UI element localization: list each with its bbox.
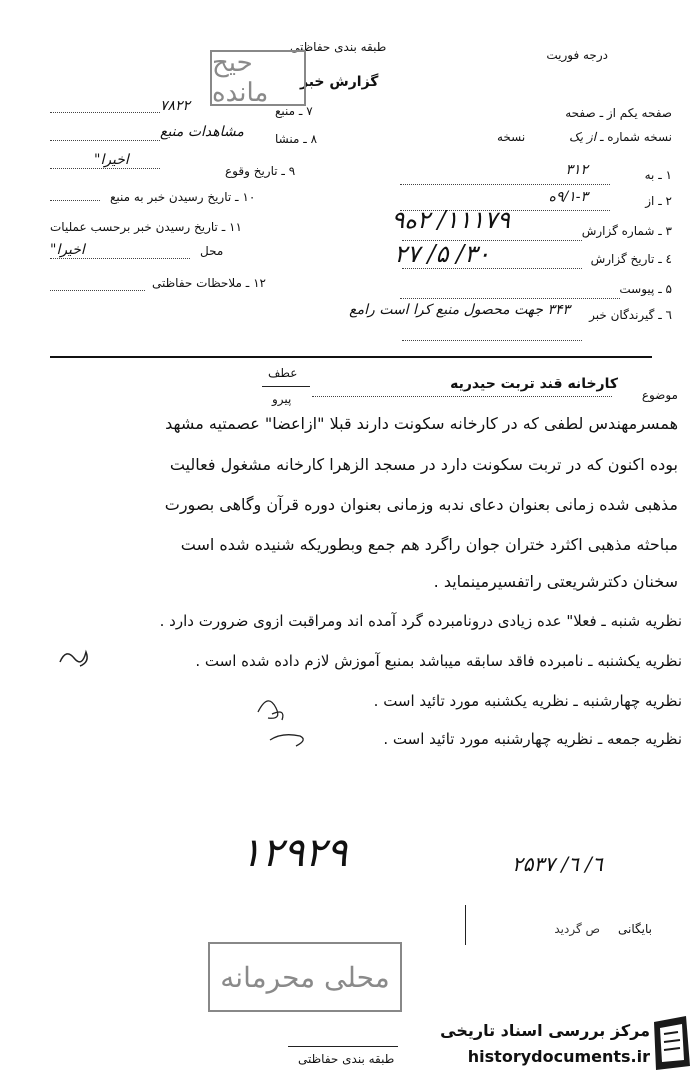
signatures: [0, 640, 700, 760]
archive-value: ص گردید: [554, 922, 600, 936]
dotted-line: [402, 340, 582, 341]
field-from-value: ۹/۱-۳ه: [548, 189, 588, 205]
history-documents-logo-icon: [646, 1012, 694, 1074]
dotted-line: [50, 258, 190, 259]
watermark-fa: مرکز بررسی اسناد تاریخی: [440, 1021, 650, 1040]
field-to: ۱ ـ به: [644, 168, 672, 182]
origin-value: مشاهدات منبع: [160, 124, 244, 140]
section-divider: [50, 356, 652, 358]
field-from: ۲ ـ از: [645, 194, 672, 208]
field-report-number: ۳ ـ شماره گزارش: [581, 224, 672, 238]
archive-label: بایگانی: [618, 922, 652, 936]
field-arrival-by-ops: ۱۱ ـ تاریخ رسیدن خبر برحسب عملیات: [50, 220, 242, 234]
watermark-en: historydocuments.ir: [467, 1047, 650, 1066]
dotted-line: [50, 140, 160, 141]
opinion-line: نظریه جمعه ـ نظریه چهارشنبه مورد تائید است .: [383, 730, 682, 748]
field-security-notes: ۱۲ ـ ملاحظات حفاظتی: [152, 276, 266, 290]
date-stamp: ۲۵۳۷ /٦/ ٦: [512, 852, 603, 876]
classification-bottom-rule: [288, 1046, 398, 1047]
signature-mark: [60, 652, 87, 666]
handwritten-number: ۱۲۹۲۹: [240, 830, 348, 876]
subject-label: موضوع: [641, 388, 678, 402]
recipients-value: ۳۴۳ جهت محصول منبع کرا است رامع: [349, 302, 570, 318]
classification-top: طبقه بندی حفاظتی: [290, 40, 387, 54]
field-source: ۷ ـ منبع: [275, 104, 313, 118]
signature-mark: [270, 735, 303, 746]
copy-number-label: نسخه شماره ـ از یک نسخه: [496, 130, 672, 144]
body-line: مباحثه مذهبی اکثرد ختران جوان راگرد هم جمع وبطوریکه شنیده شده است: [180, 535, 678, 554]
source-value: ۷۸۲۲: [160, 98, 191, 114]
dotted-line: [50, 168, 160, 169]
report-title: گزارش خبر: [300, 74, 379, 90]
field-to-value: ۳۱۲: [565, 162, 588, 178]
subject-value: کارخانه قند تربت حیدریه: [450, 376, 618, 392]
dotted-line: [50, 290, 145, 291]
classification-bottom: طبقه بندی حفاظتی: [298, 1052, 395, 1066]
field-location: محل: [200, 244, 224, 258]
opinion-line: نظریه یکشنبه ـ نامبرده فاقد سابقه میباشد بمنبع آموزش لازم داده شده است .: [195, 652, 682, 670]
stamp-bottom: محلی محرمانه: [208, 942, 402, 1012]
dotted-line: [50, 112, 160, 113]
dotted-line: [400, 184, 610, 185]
body-line: بوده اکنون که در تربت سکونت دارد در مسجد الزهرا کارخانه مشغول فعالیت: [169, 455, 678, 474]
stamp-top: حیح مانده: [210, 50, 306, 106]
watermark: [420, 1015, 650, 1077]
body-line: مذهبی شده زمانی بعنوان دعای ندبه وزمانی بعنوان دوره قرآن وگاهی بصورت: [164, 495, 678, 514]
report-date-value: ۳۰/ ۵/ ۲۷: [394, 240, 490, 268]
report-number-value: ۱۱۱۷۹/ ۲ه۹: [391, 206, 510, 234]
field-occurrence-date: ۹ ـ تاریخ وقوع: [225, 164, 296, 178]
dotted-line: [402, 268, 582, 269]
dotted-line: [400, 298, 620, 299]
priority-label: درجه فوریت: [546, 48, 608, 62]
ref-label: عطف: [268, 366, 298, 380]
page-count-label: صفحه یکم از ـ صفحه: [565, 106, 672, 120]
field-attachment: ۵ ـ پیوست: [619, 282, 672, 296]
dotted-line: [312, 396, 612, 397]
location-value: اخیرا": [50, 242, 85, 258]
opinion-line: نظریه چهارشنبه ـ نظریه یکشنبه مورد تائید است .: [373, 692, 682, 710]
field-recipients: ٦ ـ گیرندگان خبر: [589, 308, 672, 322]
opinion-line: نظریه شنبه ـ فعلا" عده زیادی درونامبرده گرد آمده اند ومراقبت ازوی ضرورت دارد .: [159, 612, 682, 630]
body-line: سخنان دکترشریعتی راتفسیرمینماید .: [433, 572, 678, 591]
followup-label: پیرو: [272, 392, 292, 406]
occurrence-date-value: اخیرا": [94, 152, 129, 168]
ref-divider: [262, 386, 310, 387]
signature-mark: [258, 701, 283, 720]
dotted-line: [50, 200, 100, 201]
archive-bracket: [465, 905, 466, 945]
field-report-date: ٤ ـ تاریخ گزارش: [590, 252, 672, 266]
field-origin: ۸ ـ منشا: [275, 132, 318, 146]
field-news-arrival-date: ۱۰ ـ تاریخ رسیدن خبر به منبع: [110, 190, 256, 204]
body-line: همسرمهندس لطفی که در کارخانه سکونت دارند قبلا "ازاعضا" عصمتیه مشهد: [165, 414, 678, 433]
